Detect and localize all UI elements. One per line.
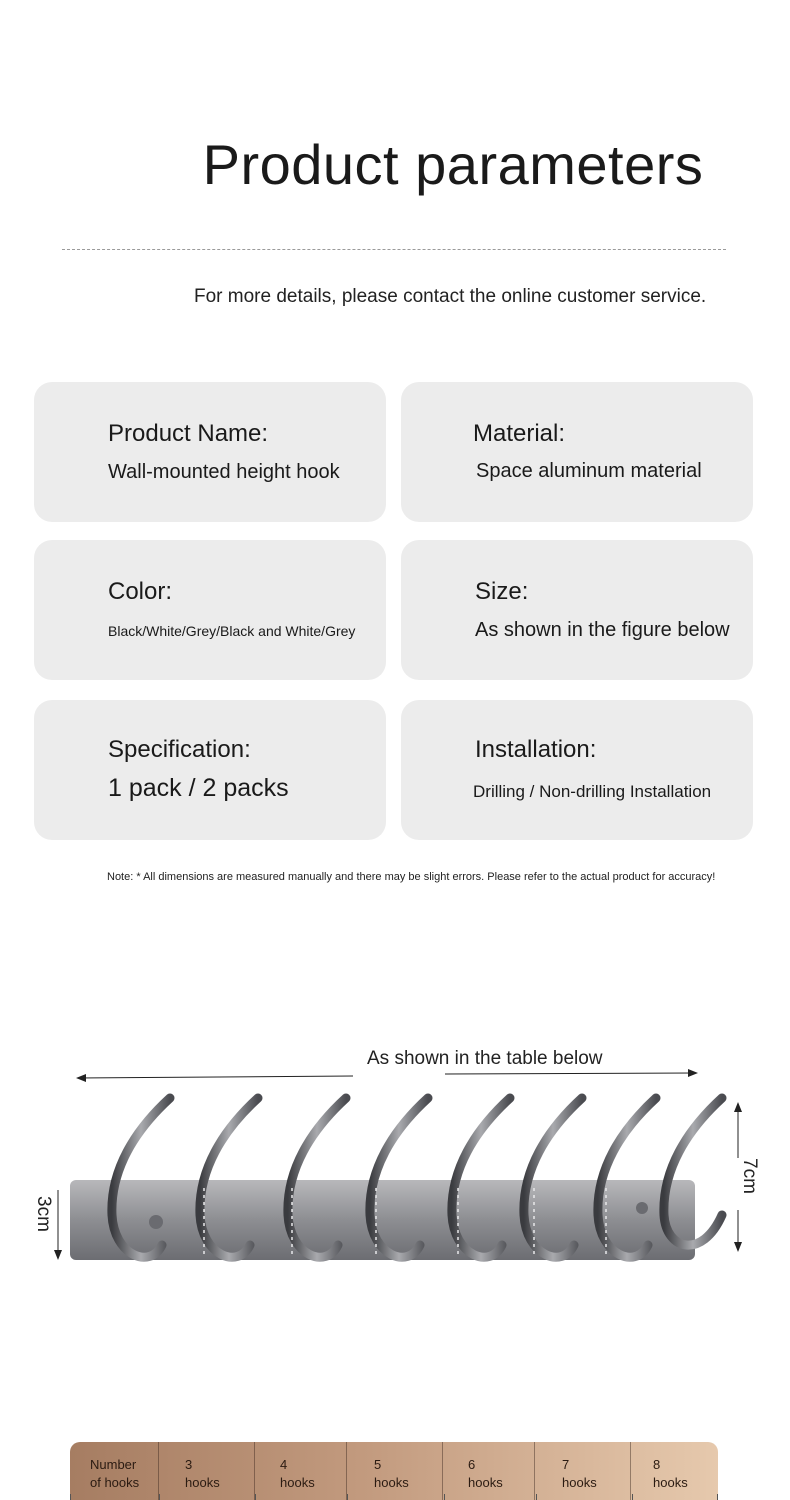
param-value: Wall-mounted height hook xyxy=(108,461,340,483)
header-line1: 3 xyxy=(185,1457,193,1472)
measurement-note: Note: * All dimensions are measured manually and there may be slight errors. Please refer to the actual product for accuracy! xyxy=(107,871,716,883)
param-value: Space aluminum material xyxy=(476,460,702,482)
param-label: Product Name: xyxy=(108,420,269,447)
height-label-3cm: 3cm xyxy=(33,1196,54,1232)
param-card-material xyxy=(401,382,753,522)
header-line2: hooks xyxy=(653,1475,688,1490)
table-header-cell xyxy=(159,1442,255,1500)
header-line1: 7 xyxy=(562,1457,570,1472)
param-card-size xyxy=(401,540,753,680)
header-line2: hooks xyxy=(374,1475,409,1490)
table-header-cell xyxy=(347,1442,443,1500)
table-header-cell xyxy=(255,1442,347,1500)
page-title: Product parameters xyxy=(202,133,704,196)
param-label: Material: xyxy=(473,420,566,447)
header-line1: 4 xyxy=(280,1457,288,1472)
param-label: Installation: xyxy=(475,736,597,763)
contact-note: For more details, please contact the online customer service. xyxy=(194,286,707,307)
table-header-cell xyxy=(631,1442,718,1500)
table-header-cell xyxy=(70,1442,159,1500)
header-line2: hooks xyxy=(185,1475,220,1490)
header-line2: hooks xyxy=(280,1475,315,1490)
width-arrow-left xyxy=(78,1076,353,1078)
size-table-row-borders xyxy=(70,1494,718,1500)
param-value: As shown in the figure below xyxy=(475,619,730,641)
header-line1: 8 xyxy=(653,1457,661,1472)
hook-rack-figure xyxy=(0,1040,790,1300)
param-card-color xyxy=(34,540,386,680)
header-line2: of hooks xyxy=(90,1475,140,1490)
header-line1: Number xyxy=(90,1457,137,1472)
figure-caption: As shown in the table below xyxy=(367,1048,603,1069)
table-header-cell xyxy=(443,1442,535,1500)
header-line2: hooks xyxy=(562,1475,597,1490)
header-line1: 6 xyxy=(468,1457,476,1472)
param-card-installation xyxy=(401,700,753,840)
dashed-divider xyxy=(62,249,726,250)
param-value: 1 pack / 2 packs xyxy=(108,774,289,802)
param-value: Black/White/Grey/Black and White/Grey xyxy=(108,623,356,639)
header-line2: hooks xyxy=(468,1475,503,1490)
param-label: Color: xyxy=(108,578,173,605)
param-label: Specification: xyxy=(108,736,251,763)
table-header-cell xyxy=(535,1442,631,1500)
width-arrow-right xyxy=(445,1073,694,1074)
size-table-header xyxy=(70,1442,718,1500)
param-card-product-name xyxy=(34,382,386,522)
param-value: Drilling / Non-drilling Installation xyxy=(473,782,712,801)
param-card-specification xyxy=(34,700,386,840)
param-label: Size: xyxy=(475,578,529,605)
height-label-7cm: 7cm xyxy=(739,1158,760,1194)
header-line1: 5 xyxy=(374,1457,382,1472)
